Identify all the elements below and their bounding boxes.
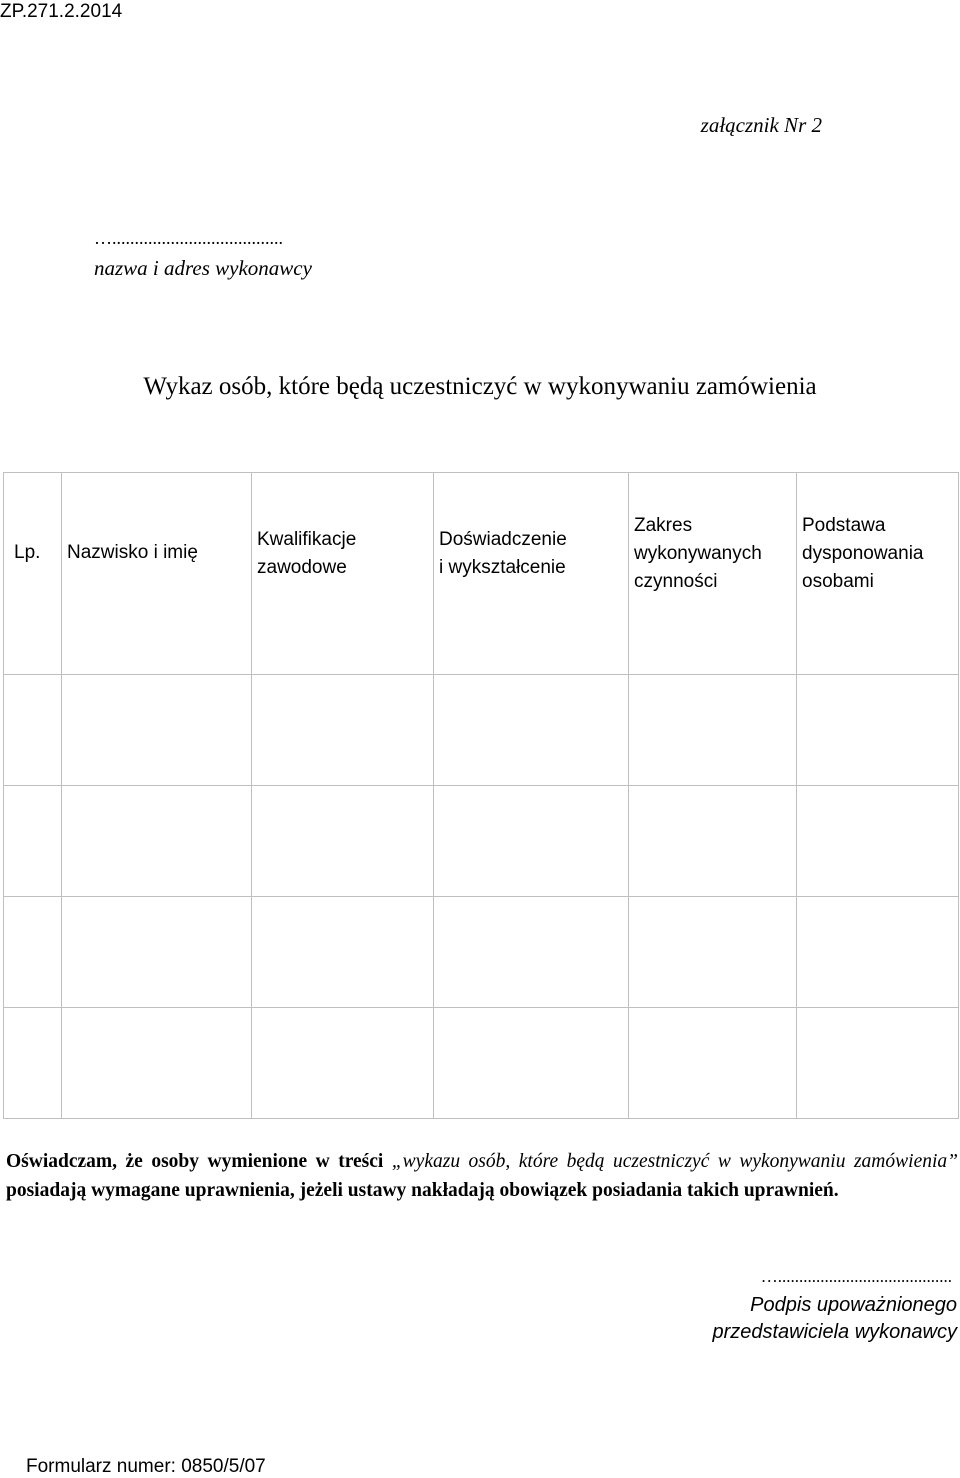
signature-label-line2: przedstawiciela wykonawcy <box>712 1321 957 1343</box>
table-header-row <box>4 473 959 675</box>
table-cell[interactable] <box>252 786 434 897</box>
table-cell[interactable] <box>797 1008 959 1119</box>
column-header-qualifications-line2: zawodowe <box>257 557 347 578</box>
column-header-experience-line2: i wykształcenie <box>439 557 566 578</box>
signature-dots: …......................................... <box>760 1267 952 1286</box>
table-row <box>4 786 959 897</box>
table-cell[interactable] <box>62 675 252 786</box>
document-reference: ZP.271.2.2014 <box>0 1 123 22</box>
table-cell[interactable] <box>4 675 62 786</box>
column-header-basis-line3: osobami <box>802 571 874 592</box>
declaration-text-quote: „wykazu osób, które będą uczestniczyć w wykonywaniu zamówienia” <box>391 1151 958 1172</box>
column-header-experience-line1: Doświadczenie <box>439 529 567 550</box>
table-cell[interactable] <box>629 1008 797 1119</box>
column-header-scope-line1: Zakres <box>634 515 693 536</box>
table-cell[interactable] <box>629 675 797 786</box>
column-header-basis-line1: Podstawa <box>802 515 886 536</box>
table-row <box>4 675 959 786</box>
table-row <box>4 897 959 1008</box>
table-cell[interactable] <box>797 675 959 786</box>
table-cell[interactable] <box>62 786 252 897</box>
column-header-qualifications-line1: Kwalifikacje <box>257 529 357 550</box>
column-header-basis <box>797 473 959 675</box>
signature-label-line1: Podpis upoważnionego <box>750 1294 957 1316</box>
table-cell[interactable] <box>434 675 629 786</box>
table-cell[interactable] <box>62 897 252 1008</box>
column-header-experience <box>434 473 629 675</box>
attachment-label: załącznik Nr 2 <box>700 113 822 137</box>
table-cell[interactable] <box>797 786 959 897</box>
declaration-statement <box>6 1147 958 1205</box>
declaration-text-intro: Oświadczam, że osoby wymienione w treści <box>6 1151 392 1172</box>
table-cell[interactable] <box>252 675 434 786</box>
column-header-scope-line2: wykonywanych <box>634 543 762 564</box>
declaration-text-end: posiadają wymagane uprawnienia, jeżeli ustawy nakładają obowiązek posiadania takich uprawnień. <box>6 1180 839 1201</box>
page-title: Wykaz osób, które będą uczestniczyć w wykonywaniu zamówienia <box>143 373 817 400</box>
contractor-label: nazwa i adres wykonawcy <box>94 256 312 280</box>
column-header-lp-line: Lp. <box>14 542 41 563</box>
table-cell[interactable] <box>4 1008 62 1119</box>
column-header-name <box>62 473 252 675</box>
table-cell[interactable] <box>4 897 62 1008</box>
table-cell[interactable] <box>252 1008 434 1119</box>
table-cell[interactable] <box>434 897 629 1008</box>
column-header-name-line: Nazwisko i imię <box>67 542 198 563</box>
table-cell[interactable] <box>629 786 797 897</box>
table-cell[interactable] <box>797 897 959 1008</box>
signature-label <box>712 1292 957 1346</box>
table-row <box>4 1008 959 1119</box>
table-cell[interactable] <box>62 1008 252 1119</box>
column-header-scope <box>629 473 797 675</box>
persons-table <box>3 472 959 1119</box>
table-cell[interactable] <box>252 897 434 1008</box>
column-header-qualifications <box>252 473 434 675</box>
column-header-basis-line2: dysponowania <box>802 543 924 564</box>
form-number: Formularz numer: 0850/5/07 <box>26 1456 266 1477</box>
table-cell[interactable] <box>4 786 62 897</box>
table-cell[interactable] <box>629 897 797 1008</box>
contractor-dots: …...................................... <box>94 228 283 248</box>
table-cell[interactable] <box>434 786 629 897</box>
table-cell[interactable] <box>434 1008 629 1119</box>
column-header-lp <box>4 473 62 675</box>
column-header-scope-line3: czynności <box>634 571 718 592</box>
